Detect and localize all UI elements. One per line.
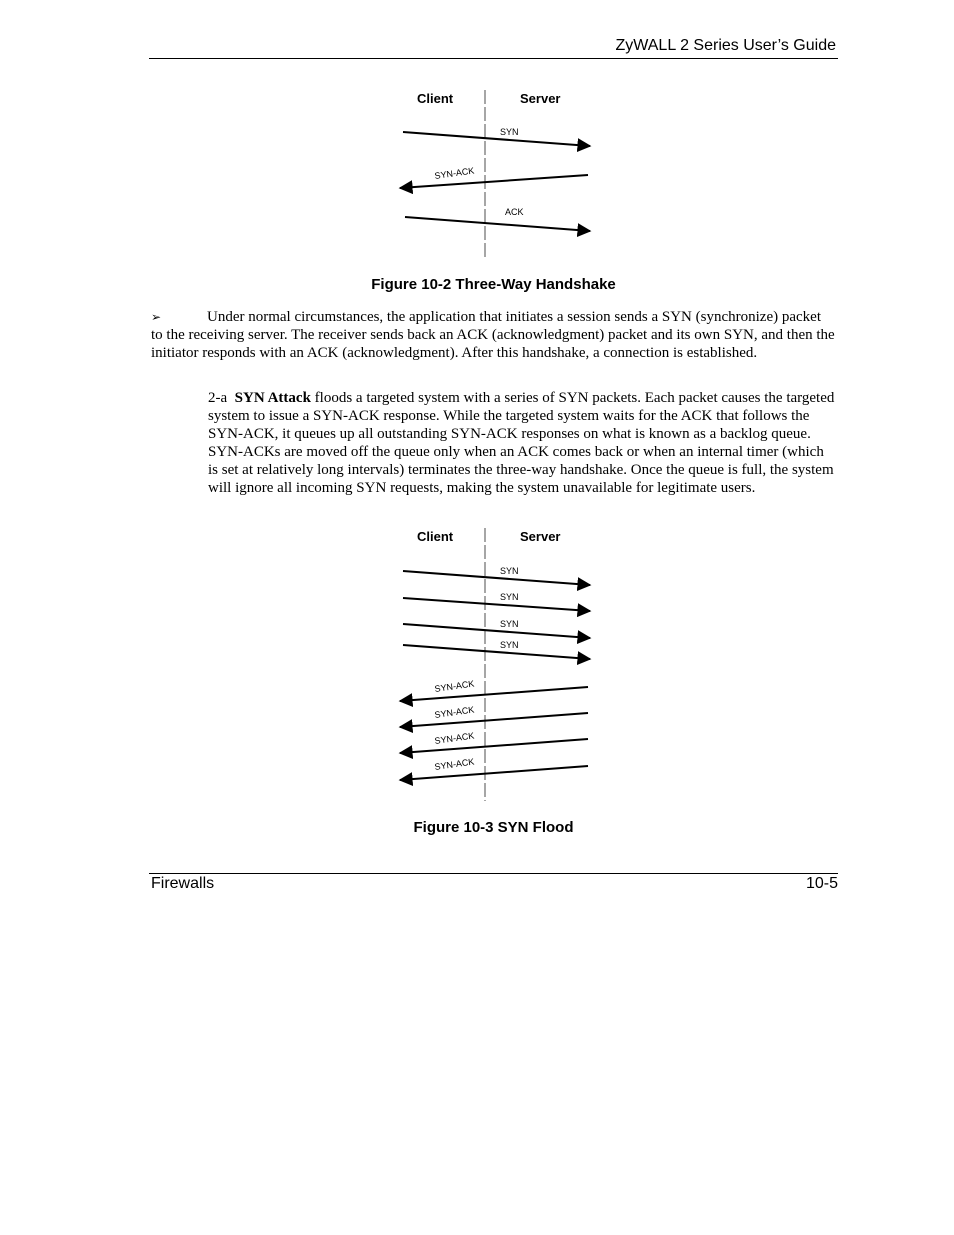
syn-ack-arrow xyxy=(400,713,588,727)
syn-label: SYN xyxy=(500,619,519,629)
syn-ack-label: SYN-ACK xyxy=(433,678,475,694)
footer-section: Firewalls xyxy=(151,875,215,892)
syn-ack-label: SYN-ACK xyxy=(433,704,475,720)
syn-label: SYN xyxy=(500,127,519,137)
server-label: Server xyxy=(520,91,561,106)
item-number: 2-a xyxy=(208,390,228,406)
syn-label: SYN xyxy=(500,640,519,650)
header-rule xyxy=(149,58,838,59)
bullet-paragraph xyxy=(151,308,835,362)
syn-ack-arrow xyxy=(400,739,588,753)
syn-arrow xyxy=(403,598,590,611)
syn-ack-label: SYN-ACK xyxy=(433,756,475,772)
arrow-bullet-icon: ➢ xyxy=(151,310,162,324)
syn-ack-label: SYN-ACK xyxy=(433,730,475,746)
syn-arrow xyxy=(403,132,590,146)
footer-rule xyxy=(149,873,838,874)
three-way-handshake-diagram xyxy=(380,86,620,262)
syn-ack-arrow xyxy=(400,766,588,780)
syn-attack-text: floods a targeted system with a series of SYN packets. Each packet causes the targeted system to issue a SYN-ACK response. While the targeted system waits for the ACK that follows the SYN-ACK, it queues up all outstanding SYN-ACK responses on what is known as a backlog queue. SYN-ACKs are moved off the queue only when an ACK comes back or when an internal timer (which is set at relatively long intervals) terminates the three-way handshake. Once the queue is full, the system will ignore all incoming SYN requests, making the system unavailable for legitimate users. xyxy=(208,390,835,496)
client-label: Client xyxy=(417,91,454,106)
syn-arrow xyxy=(403,624,590,638)
ack-label: ACK xyxy=(505,207,524,217)
syn-arrow xyxy=(403,571,590,585)
syn-flood-diagram xyxy=(380,525,620,805)
running-header: ZyWALL 2 Series User’s Guide xyxy=(615,37,836,54)
bullet-text: Under normal circumstances, the application that initiates a session sends a SYN (synchronize) packet to the receiving server. The receiver sends back an ACK (acknowledgment) packet and its own SYN, and then the initiator responds with an ACK (acknowledgment). After this handshake, a connection is established. xyxy=(151,309,835,361)
syn-ack-arrow xyxy=(400,175,588,188)
syn-label: SYN xyxy=(500,592,519,602)
syn-ack-arrow xyxy=(400,687,588,701)
client-label: Client xyxy=(417,529,454,544)
syn-attack-term: SYN Attack xyxy=(234,390,311,406)
figure-caption-syn-flood: Figure 10-3 SYN Flood xyxy=(413,819,574,836)
syn-label: SYN xyxy=(500,566,519,576)
footer-page-number: 10-5 xyxy=(805,875,838,892)
figure-caption-handshake: Figure 10-2 Three-Way Handshake xyxy=(371,276,616,293)
ack-arrow xyxy=(405,217,590,231)
syn-attack-paragraph xyxy=(208,389,835,497)
syn-arrow xyxy=(403,645,590,659)
syn-ack-label: SYN-ACK xyxy=(433,165,475,181)
server-label: Server xyxy=(520,529,561,544)
